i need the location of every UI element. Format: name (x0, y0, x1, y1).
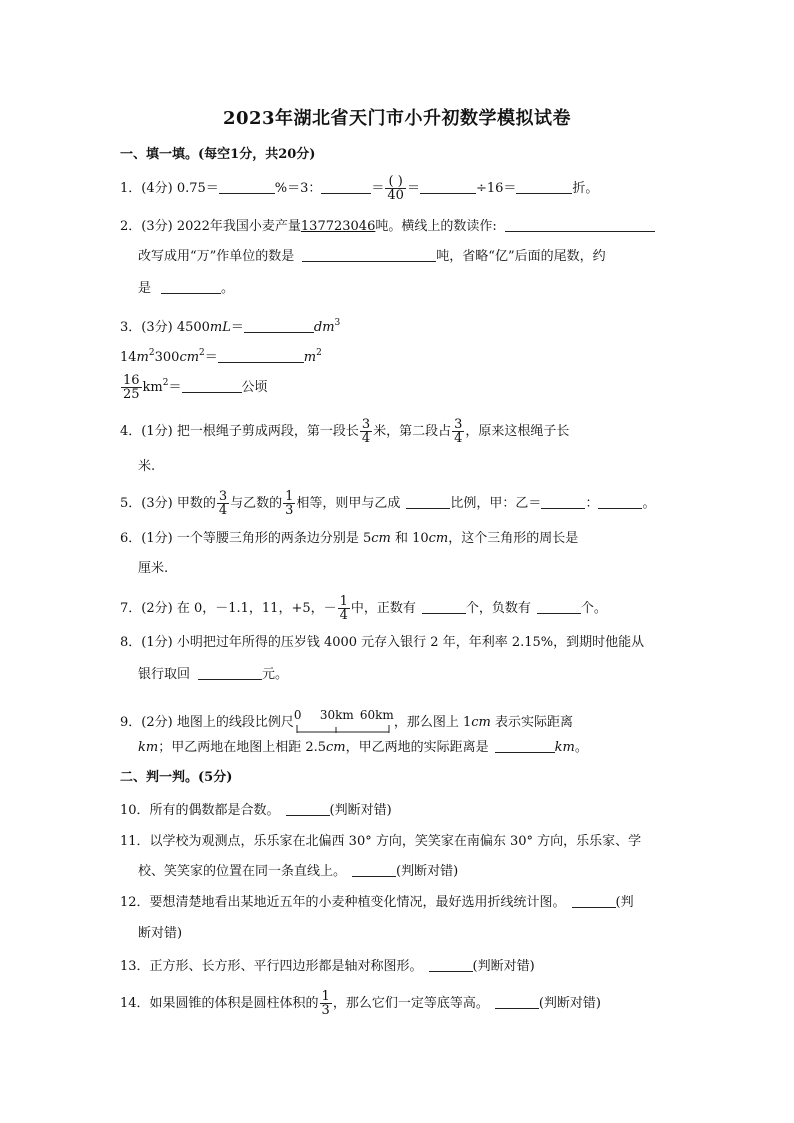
q2-text-b: 吨。横线上的数读作: (375, 219, 497, 234)
answer-blank[interactable] (598, 495, 642, 509)
q9-text-line2d: 。 (574, 740, 588, 755)
unit-ml: mL (209, 320, 231, 335)
unit-km: km (138, 740, 159, 755)
answer-blank[interactable] (198, 666, 262, 680)
unit-km: km (554, 740, 575, 755)
q11-text-line2a: 校、笑笑家的位置在同一条直线上。 (138, 864, 347, 879)
exponent: 2 (199, 348, 205, 358)
q2-text-line3a: 是 (138, 281, 152, 296)
question-5 (120, 490, 655, 517)
q10-text-a: 10．所有的偶数都是合数。 (120, 803, 280, 818)
q5-text-a: 5．(3分) 甲数的 (120, 496, 216, 511)
fraction (217, 490, 229, 517)
answer-blank[interactable] (537, 600, 581, 614)
unit-hectare: 公顷 (241, 380, 268, 395)
scale-label-30km: 30km (319, 708, 354, 722)
fraction-denominator: 4 (454, 431, 463, 446)
q5-text-e: ： (585, 496, 599, 511)
answer-blank[interactable] (495, 739, 555, 753)
fraction (452, 418, 464, 445)
q7-text-a: 7．(2分) 在 0，－1.1，11，+5，－ (120, 601, 337, 616)
equals-sign: ＝ (230, 320, 244, 335)
unit-m: m (136, 350, 149, 365)
fraction-denominator: 4 (361, 431, 371, 446)
fraction-numerator: 3 (218, 489, 228, 504)
answer-blank[interactable] (406, 495, 450, 509)
unit-cm: cm (326, 740, 346, 755)
question-3 (120, 314, 340, 337)
unit-m: m (303, 350, 317, 365)
exponent: 2 (316, 348, 322, 358)
exponent: 2 (162, 378, 169, 388)
question-13 (120, 958, 535, 976)
q11-text-line2b: (判断对错) (396, 864, 459, 879)
fraction-denominator: 4 (218, 503, 228, 518)
answer-blank[interactable] (182, 379, 242, 393)
q4-text-c: ，原来这根绳子长 (465, 424, 570, 439)
question-11: 11．以学校为观测点，乐乐家在北偏西 30° 方向，笑笑家在南偏东 30° 方向，乐乐家、学 (120, 834, 642, 849)
answer-blank[interactable] (219, 180, 275, 194)
question-6 (120, 530, 578, 548)
question-4-line-2: 米. (138, 459, 156, 474)
unit-cm: cm (471, 715, 491, 730)
fraction-numerator: 3 (454, 417, 463, 432)
q2-text-line2a: 改写成用“万”作单位的数是 (138, 249, 295, 264)
equals-sign: ＝ (204, 350, 218, 365)
question-11-line-2 (138, 863, 458, 881)
answer-blank[interactable] (422, 600, 466, 614)
page-title: 2023年湖北省天门市小升初数学模拟试卷 (222, 108, 572, 129)
answer-blank[interactable] (495, 995, 539, 1009)
q12-text-a: 12．要想清楚地看出某地近五年的小麦种植变化情况，最好选用折线统计图。 (120, 895, 566, 910)
question-8: 8．(1分) 小明把过年所得的压岁钱 4000 元存入银行 2 年，年利率 2.15%，到期时他能从 (120, 635, 645, 650)
q1-text-e: ÷16＝ (475, 181, 517, 196)
answer-blank[interactable] (218, 349, 304, 363)
unit-km: km (142, 380, 163, 395)
question-9 (120, 708, 573, 736)
q2-text-line3b: 。 (221, 281, 235, 296)
q1-text-f: 折。 (572, 181, 599, 196)
fraction-numerator: 16 (123, 373, 140, 388)
fraction-denominator: 3 (321, 1003, 330, 1018)
q12-text-b: (判 (615, 895, 634, 910)
section-true-false: 二、判一判。(5分) (120, 770, 233, 785)
q1-text-a: 1．(4分) 0.75＝ (120, 181, 219, 196)
fraction (283, 490, 295, 517)
q4-text-a: 4．(1分) 把一根绳子剪成两段，第一段长 (120, 424, 359, 439)
q7-text-b: 中，正数有 (350, 601, 416, 616)
fraction-numerator: 1 (321, 989, 330, 1004)
exponent: 3 (334, 318, 341, 328)
unit-cm: cm (371, 531, 391, 546)
answer-blank[interactable] (352, 863, 396, 877)
answer-blank[interactable] (286, 802, 330, 816)
scale-label-0: 0 (293, 708, 302, 722)
question-12-line-2: 断对错) (138, 926, 183, 941)
question-6-line-2: 厘米. (138, 561, 169, 576)
equals-sign: ＝ (168, 380, 182, 395)
q13-text-a: 13．正方形、长方形、平行四边形都是轴对称图形。 (120, 959, 423, 974)
fraction (338, 595, 350, 622)
scale-ruler-icon (294, 708, 394, 736)
q9-text-a: 9．(2分) 地图上的线段比例尺 (120, 715, 294, 730)
q5-text-d: 比例，甲：乙＝ (450, 496, 542, 511)
q6-text-a: 6．(1分) 一个等腰三角形的两条边分别是 5 (120, 531, 372, 546)
q1-text-b: %＝3： (274, 181, 322, 196)
fraction (121, 374, 142, 401)
question-2-line-2 (138, 248, 606, 266)
fraction-numerator: 3 (361, 417, 371, 432)
q9-text-line2c: ，甲乙两地的实际距离是 (345, 740, 489, 755)
question-9-line-2 (138, 739, 588, 757)
question-3-line-3 (120, 374, 268, 401)
question-2 (120, 218, 655, 236)
question-2-line-3 (138, 280, 234, 298)
q9-text-line2b: ；甲乙两地在地图上相距 2.5 (158, 740, 327, 755)
question-8-line-2 (138, 666, 288, 684)
fraction (320, 990, 332, 1017)
fraction (385, 175, 406, 202)
answer-blank[interactable] (541, 495, 585, 509)
question-10 (120, 802, 392, 820)
unit-cm: cm (179, 350, 200, 365)
unit-dm: dm (313, 320, 335, 335)
q14-text-b: ，那么它们一定等底等高。 (332, 996, 489, 1011)
answer-blank[interactable] (321, 180, 371, 194)
q8-text-line2b: 元。 (262, 667, 289, 682)
q6-text-c: ，这个三角形的周长是 (448, 531, 579, 546)
fraction-denominator: 40 (387, 188, 404, 203)
fraction-numerator: 1 (285, 489, 294, 504)
q9-text-c: 表示实际距离 (490, 715, 573, 730)
q5-text-b: 与乙数的 (230, 496, 283, 511)
question-3-line-2 (120, 344, 322, 367)
scale-label-60km: 60km (359, 708, 394, 722)
exponent: 2 (148, 348, 155, 358)
q3-value-14: 14 (120, 350, 137, 365)
answer-blank[interactable] (302, 248, 436, 262)
q2-number: 137723046 (300, 219, 376, 234)
question-12 (120, 894, 634, 912)
q14-text-c: (判断对错) (538, 996, 601, 1011)
answer-blank[interactable] (244, 319, 314, 333)
q4-text-b: 米，第二段占 (373, 424, 452, 439)
question-1 (120, 175, 598, 202)
scale-bar (294, 708, 394, 736)
q1-text-c: ＝ (371, 181, 385, 196)
q14-text-a: 14．如果圆锥的体积是圆柱体积的 (120, 996, 319, 1011)
q3-text-a: 3．(3分) 4500 (120, 320, 210, 335)
q9-text-b: ，那么图上 1 (393, 715, 472, 730)
fraction (360, 418, 372, 445)
question-14 (120, 990, 601, 1017)
fraction-denominator: 4 (339, 608, 348, 623)
question-7 (120, 595, 607, 622)
q7-text-d: 个。 (580, 601, 607, 616)
answer-blank[interactable] (161, 280, 221, 294)
q2-text-a: 2．(3分) 2022年我国小麦产量 (120, 219, 301, 234)
q6-text-b: 和 10 (390, 531, 429, 546)
q5-text-c: 相等，则甲与乙成 (296, 496, 401, 511)
fraction-numerator: 1 (339, 594, 348, 609)
unit-cm: cm (428, 531, 449, 546)
section-fill-in: 一、填一填。(每空1分，共20分) (120, 147, 316, 162)
q7-text-c: 个，负数有 (465, 601, 531, 616)
answer-blank[interactable] (572, 894, 616, 908)
fraction-denominator: 25 (123, 387, 140, 402)
fraction-denominator: 3 (285, 503, 294, 518)
q3-value-300: 300 (154, 350, 180, 365)
q1-text-d: ＝ (406, 181, 420, 196)
fraction-numerator: ( ) (385, 175, 406, 189)
answer-blank[interactable] (429, 958, 473, 972)
answer-blank[interactable] (505, 218, 655, 232)
q13-text-b: (判断对错) (472, 959, 535, 974)
answer-blank[interactable] (516, 180, 572, 194)
q8-text-line2a: 银行取回 (138, 667, 191, 682)
question-4 (120, 418, 569, 445)
q2-text-line2b: 吨，省略“亿”后面的尾数，约 (436, 249, 606, 264)
answer-blank[interactable] (420, 180, 476, 194)
q10-text-b: (判断对错) (329, 803, 392, 818)
q5-text-f: 。 (642, 496, 656, 511)
